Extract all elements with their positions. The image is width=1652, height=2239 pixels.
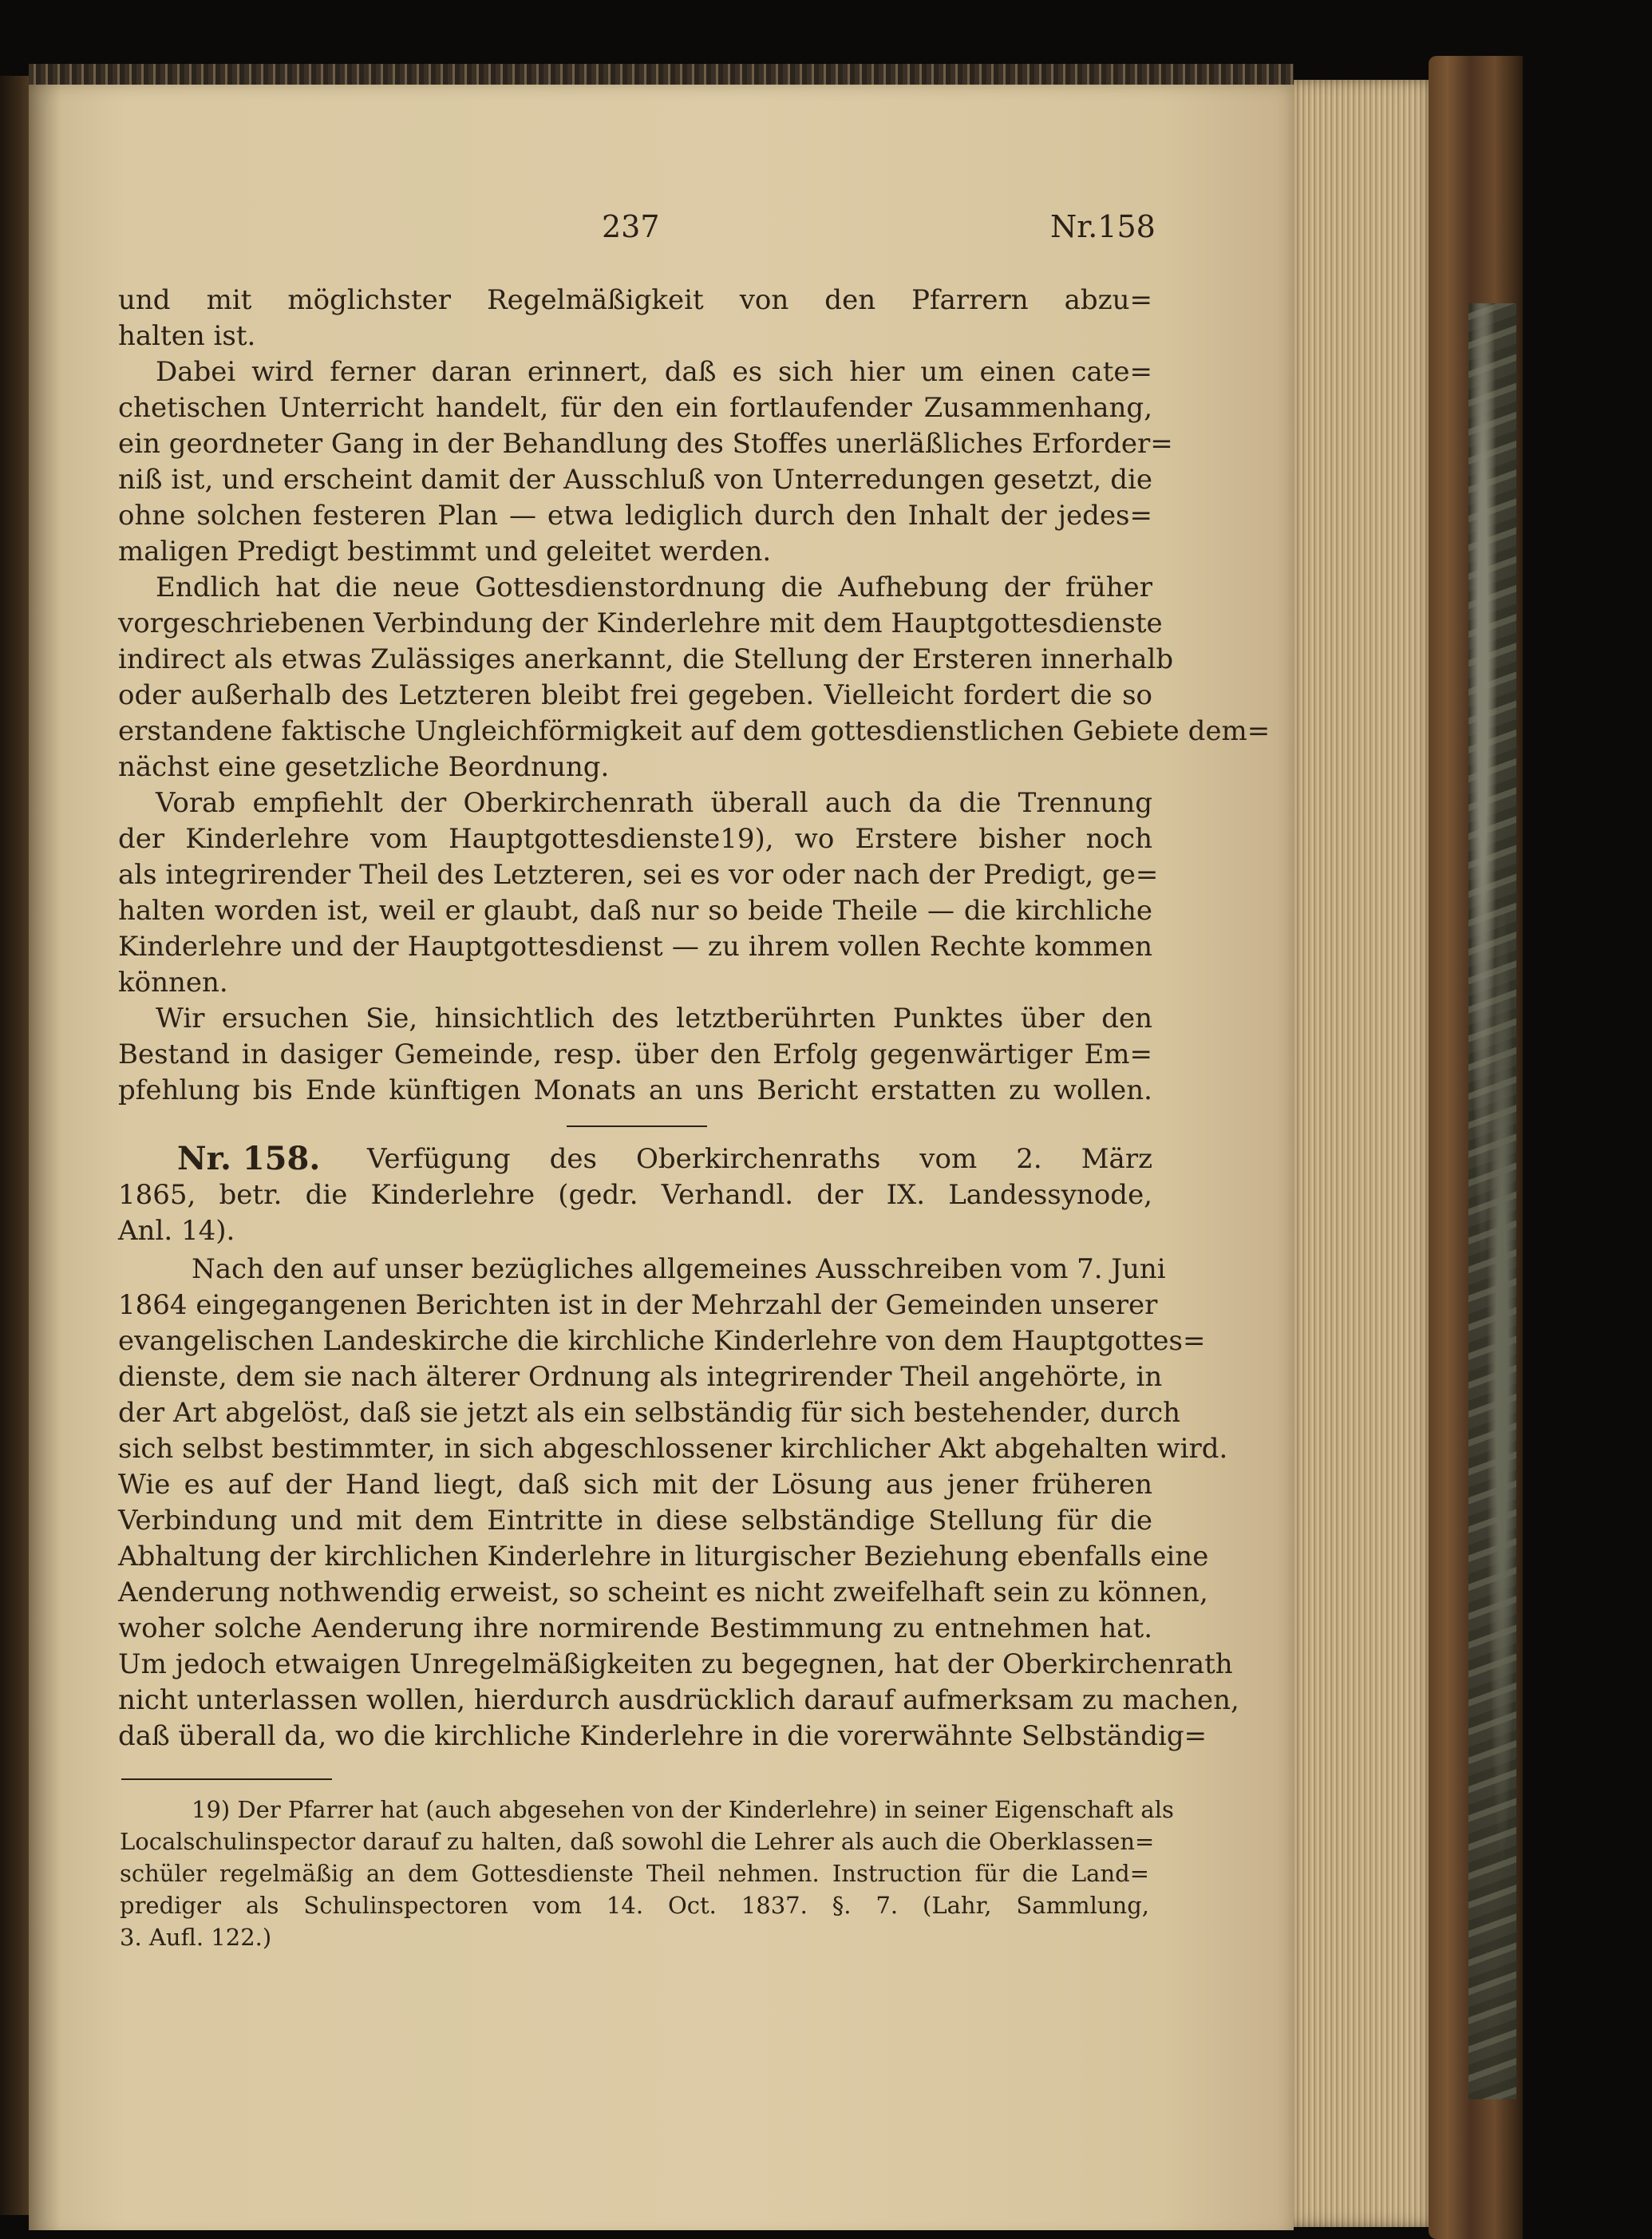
body-line: ohne solchen festeren Plan — etwa lediglich durch den Inhalt der jedes= xyxy=(118,500,1152,532)
footnote-separator xyxy=(121,1778,332,1780)
document-number: Nr.158 xyxy=(1050,209,1156,244)
section-title-line: 1865, betr. die Kinderlehre (gedr. Verhandl. der IX. Landessynode, xyxy=(118,1179,1152,1211)
body-line: erstandene faktische Ungleichförmigkeit auf dem gottesdienstlichen Gebiete dem= xyxy=(118,715,1271,747)
footnote-line: prediger als Schulinspectoren vom 14. Oct. 1837. §. 7. (Lahr, Sammlung, xyxy=(120,1892,1149,1919)
body-line: als integrirender Theil des Letzteren, sei es vor oder nach der Predigt, ge= xyxy=(118,859,1159,891)
section-body-line: Abhaltung der kirchlichen Kinderlehre in liturgischer Beziehung ebenfalls eine xyxy=(118,1541,1209,1572)
section-label: Nr. 158. xyxy=(177,1140,321,1177)
body-line: Dabei wird ferner daran erinnert, daß es sich hier um einen cate= xyxy=(156,356,1152,388)
body-line: der Kinderlehre vom Hauptgottesdienste19), wo Erstere bisher noch xyxy=(118,823,1152,855)
footnote-line: Localschulinspector darauf zu halten, daß sowohl die Lehrer als auch die Oberklassen= xyxy=(120,1828,1155,1855)
section-body-line: der Art abgelöst, daß sie jetzt als ein selbständig für sich bestehender, durch xyxy=(118,1397,1181,1429)
body-line: Kinderlehre und der Hauptgottesdienst — zu ihrem vollen Rechte kommen xyxy=(118,931,1152,963)
body-line: pfehlung bis Ende künftigen Monats an uns Bericht erstatten zu wollen. xyxy=(118,1074,1152,1106)
section-body-line: sich selbst bestimmter, in sich abgeschlossener kirchlicher Akt abgehalten wird. xyxy=(118,1433,1228,1465)
footnote-line: 19) Der Pfarrer hat (auch abgesehen von der Kinderlehre) in seiner Eigenschaft als xyxy=(192,1796,1174,1823)
page-top-edge xyxy=(29,64,1294,85)
body-line: Bestand in dasiger Gemeinde, resp. über den Erfolg gegenwärtiger Em= xyxy=(118,1038,1152,1070)
body-line: Vorab empfiehlt der Oberkirchenrath überall auch da die Trennung xyxy=(156,787,1152,819)
footnote-line: schüler regelmäßig an dem Gottesdienste Theil nehmen. Instruction für die Land= xyxy=(120,1860,1149,1887)
section-body-line: Um jedoch etwaigen Unregelmäßigkeiten zu begegnen, hat der Oberkirchenrath xyxy=(118,1648,1233,1680)
section-body-line: Wie es auf der Hand liegt, daß sich mit der Lösung aus jener früheren xyxy=(118,1469,1152,1501)
page-edges xyxy=(1294,80,1437,2227)
page-number: 237 xyxy=(602,209,660,244)
body-line: niß ist, und erscheint damit der Ausschluß von Unterredungen gesetzt, die xyxy=(118,464,1152,496)
section-body-line: Verbindung und mit dem Eintritte in diese selbständige Stellung für die xyxy=(118,1505,1152,1537)
body-line: Endlich hat die neue Gottesdienstordnung die Aufhebung der früher xyxy=(156,572,1152,603)
section-body-line: 1864 eingegangenen Berichten ist in der Mehrzahl der Gemeinden unserer xyxy=(118,1289,1158,1321)
section-body-line: dienste, dem sie nach älterer Ordnung als integrirender Theil angehörte, in xyxy=(118,1361,1163,1393)
section-body-line: woher solche Aenderung ihre normirende Bestimmung zu entnehmen hat. xyxy=(118,1612,1152,1644)
body-line: indirect als etwas Zulässiges anerkannt, die Stellung der Ersteren innerhalb xyxy=(118,643,1174,675)
section-body-line: daß überall da, wo die kirchliche Kinderlehre in die vorerwähnte Selbständig= xyxy=(118,1720,1207,1752)
body-line: halten worden ist, weil er glaubt, daß nur so beide Theile — die kirchliche xyxy=(118,895,1152,927)
section-title-line: Verfügung des Oberkirchenraths vom 2. März xyxy=(367,1143,1152,1175)
body-line: chetischen Unterricht handelt, für den ein fortlaufender Zusammenhang, xyxy=(118,392,1152,424)
body-line: maligen Predigt bestimmt und geleitet werden. xyxy=(118,536,772,568)
body-line: nächst eine gesetzliche Beordnung. xyxy=(118,751,610,783)
body-line: oder außerhalb des Letzteren bleibt frei gegeben. Vielleicht fordert die so xyxy=(118,679,1152,711)
body-line: Wir ersuchen Sie, hinsichtlich des letztberührten Punktes über den xyxy=(156,1003,1152,1034)
body-line: können. xyxy=(118,967,228,999)
body-line: ein geordneter Gang in der Behandlung des Stoffes unerläßliches Erforder= xyxy=(118,428,1173,460)
body-line: und mit möglichster Regelmäßigkeit von den Pfarrern abzu= xyxy=(118,284,1152,316)
section-body-line: evangelischen Landeskirche die kirchliche Kinderlehre von dem Hauptgottes= xyxy=(118,1325,1206,1357)
section-title-line: Anl. 14). xyxy=(118,1215,235,1247)
marbled-cover-pattern xyxy=(1468,303,1516,2099)
footnote-line: 3. Aufl. 122.) xyxy=(120,1924,272,1951)
body-line: vorgeschriebenen Verbindung der Kinderlehre mit dem Hauptgottesdienste xyxy=(118,607,1163,639)
section-body-line: nicht unterlassen wollen, hierdurch ausdrücklich darauf aufmerksam zu machen, xyxy=(118,1684,1239,1716)
section-body-line: Nach den auf unser bezügliches allgemeines Ausschreiben vom 7. Juni xyxy=(192,1253,1166,1285)
section-body-line: Aenderung nothwendig erweist, so scheint es nicht zweifelhaft sein zu können, xyxy=(118,1576,1208,1608)
section-separator xyxy=(567,1125,707,1127)
body-line: halten ist. xyxy=(118,320,256,352)
